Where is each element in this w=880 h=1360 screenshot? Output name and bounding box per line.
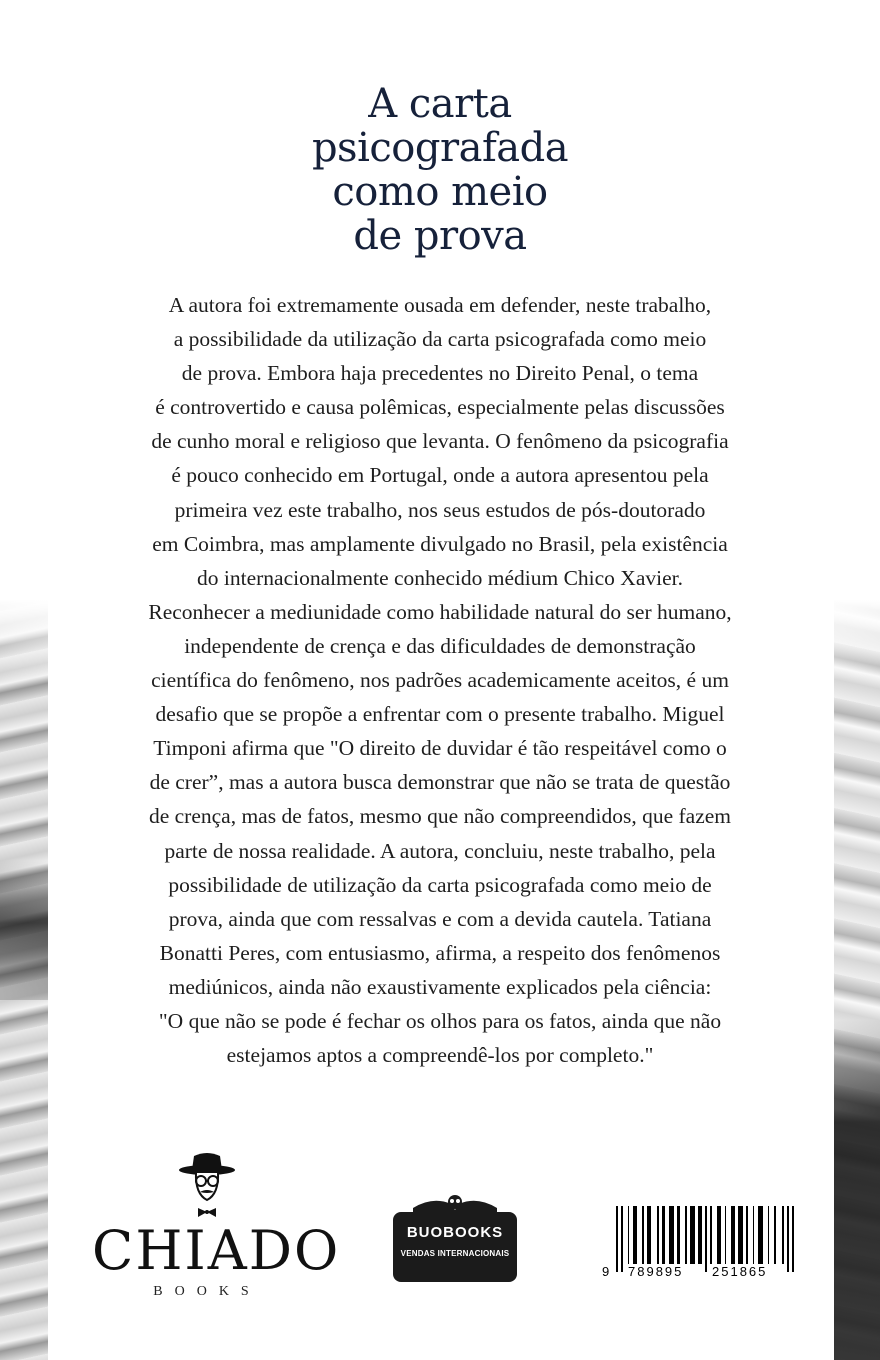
book-title bbox=[0, 82, 880, 258]
buobooks-badge bbox=[393, 1190, 517, 1282]
barcode-bar bbox=[616, 1206, 618, 1272]
synopsis-line: em Coimbra, mas amplamente divulgado no Brasil, pela existência bbox=[152, 531, 728, 556]
title-line: A carta bbox=[368, 81, 512, 127]
synopsis-line: de crer”, mas a autora busca demonstrar que não se trata de questão bbox=[149, 770, 731, 795]
barcode-bar bbox=[768, 1206, 770, 1264]
synopsis-line: de prova. Embora haja precedentes no Direito Penal, o tema bbox=[181, 361, 699, 386]
barcode-bar bbox=[647, 1206, 650, 1264]
barcode-bar bbox=[690, 1206, 695, 1264]
barcode-bar bbox=[725, 1206, 727, 1264]
synopsis-line: é pouco conhecido em Portugal, onde a autora apresentou pela bbox=[171, 463, 709, 488]
barcode-bar bbox=[758, 1206, 763, 1264]
barcode-bar bbox=[792, 1206, 794, 1272]
barcode-bar bbox=[677, 1206, 680, 1264]
synopsis bbox=[80, 288, 800, 1072]
synopsis-line: Bonatti Peres, com entusiasmo, afirma, a respeito dos fenômenos bbox=[159, 940, 721, 965]
synopsis-line: Reconhecer a mediunidade como habilidade natural do ser humano, bbox=[148, 599, 732, 624]
synopsis-line: A autora foi extremamente ousada em defender, neste trabalho, bbox=[168, 293, 712, 317]
barcode-bar bbox=[738, 1206, 743, 1264]
barcode-bar bbox=[633, 1206, 638, 1264]
chiado-books-logo bbox=[92, 1150, 341, 1320]
synopsis-line: mediúnicos, ainda não exaustivamente explicados pela ciência: bbox=[168, 974, 712, 999]
barcode-bar bbox=[698, 1206, 701, 1264]
synopsis-line: científica do fenômeno, nos padrões academicamente aceitos, é um bbox=[151, 668, 729, 693]
barcode-bar bbox=[662, 1206, 665, 1264]
barcode-bar bbox=[685, 1206, 687, 1264]
title-line: de prova bbox=[353, 213, 527, 259]
barcode-bar bbox=[782, 1206, 784, 1264]
title-line: psicografada bbox=[311, 125, 569, 171]
isbn-prefix: 9 bbox=[602, 1264, 610, 1279]
synopsis-line: de cunho moral e religioso que levanta. O fenômeno da psicografia bbox=[151, 429, 729, 454]
publisher-name: CHIADO bbox=[92, 1219, 341, 1282]
buobooks-box bbox=[393, 1212, 517, 1282]
synopsis-line: "O que não se pode é fechar os olhos para os fatos, ainda que não bbox=[158, 1008, 722, 1033]
pessoa-hat-glasses-icon bbox=[176, 1150, 238, 1222]
barcode-bar bbox=[787, 1206, 789, 1272]
synopsis-line: prova, ainda que com ressalvas e com a devida cautela. Tatiana bbox=[168, 906, 712, 931]
distributor-sub: VENDAS INTERNACIONAIS bbox=[400, 1249, 510, 1258]
isbn-right: 251865 bbox=[712, 1264, 768, 1279]
barcode-bar bbox=[628, 1206, 630, 1264]
synopsis-line: independente de crença e das dificuldades de demonstração bbox=[184, 633, 696, 658]
isbn-digits bbox=[600, 1264, 792, 1282]
synopsis-line: é controvertido e causa polêmicas, especialmente pelas discussões bbox=[155, 395, 725, 420]
barcode-bars bbox=[616, 1206, 790, 1264]
synopsis-line: possibilidade de utilização da carta psicografada como meio de bbox=[168, 872, 712, 897]
synopsis-line: primeira vez este trabalho, nos seus estudos de pós-doutorado bbox=[174, 497, 706, 522]
isbn-left: 789895 bbox=[628, 1264, 684, 1279]
barcode-bar bbox=[621, 1206, 623, 1272]
barcode-bar bbox=[753, 1206, 755, 1264]
barcode-bar bbox=[774, 1206, 776, 1264]
isbn-barcode bbox=[600, 1198, 792, 1284]
synopsis-line: de crença, mas de fatos, mesmo que não compreendidos, que fazem bbox=[148, 804, 732, 829]
barcode-bar bbox=[705, 1206, 707, 1272]
barcode-bar bbox=[710, 1206, 712, 1264]
barcode-bar bbox=[731, 1206, 734, 1264]
synopsis-line: do internacionalmente conhecido médium Chico Xavier. bbox=[197, 565, 683, 590]
distributor-name: BUOBOOKS bbox=[406, 1224, 504, 1241]
synopsis-line: desafio que se propõe a enfrentar com o presente trabalho. Miguel bbox=[155, 702, 725, 727]
title-line: como meio bbox=[332, 169, 548, 215]
synopsis-line: estejamos aptos a compreendê-los por completo." bbox=[226, 1043, 654, 1068]
synopsis-line: Timponi afirma que "O direito de duvidar é tão respeitável como o bbox=[153, 736, 727, 761]
barcode-bar bbox=[669, 1206, 674, 1264]
barcode-bar bbox=[642, 1206, 644, 1264]
barcode-bar bbox=[717, 1206, 722, 1264]
barcode-bar bbox=[657, 1206, 659, 1264]
barcode-bar bbox=[746, 1206, 748, 1264]
publisher-sub: BOOKS bbox=[153, 1284, 261, 1299]
synopsis-line: a possibilidade da utilização da carta psicografada como meio bbox=[173, 327, 707, 352]
synopsis-line: parte de nossa realidade. A autora, concluiu, neste trabalho, pela bbox=[164, 838, 716, 863]
